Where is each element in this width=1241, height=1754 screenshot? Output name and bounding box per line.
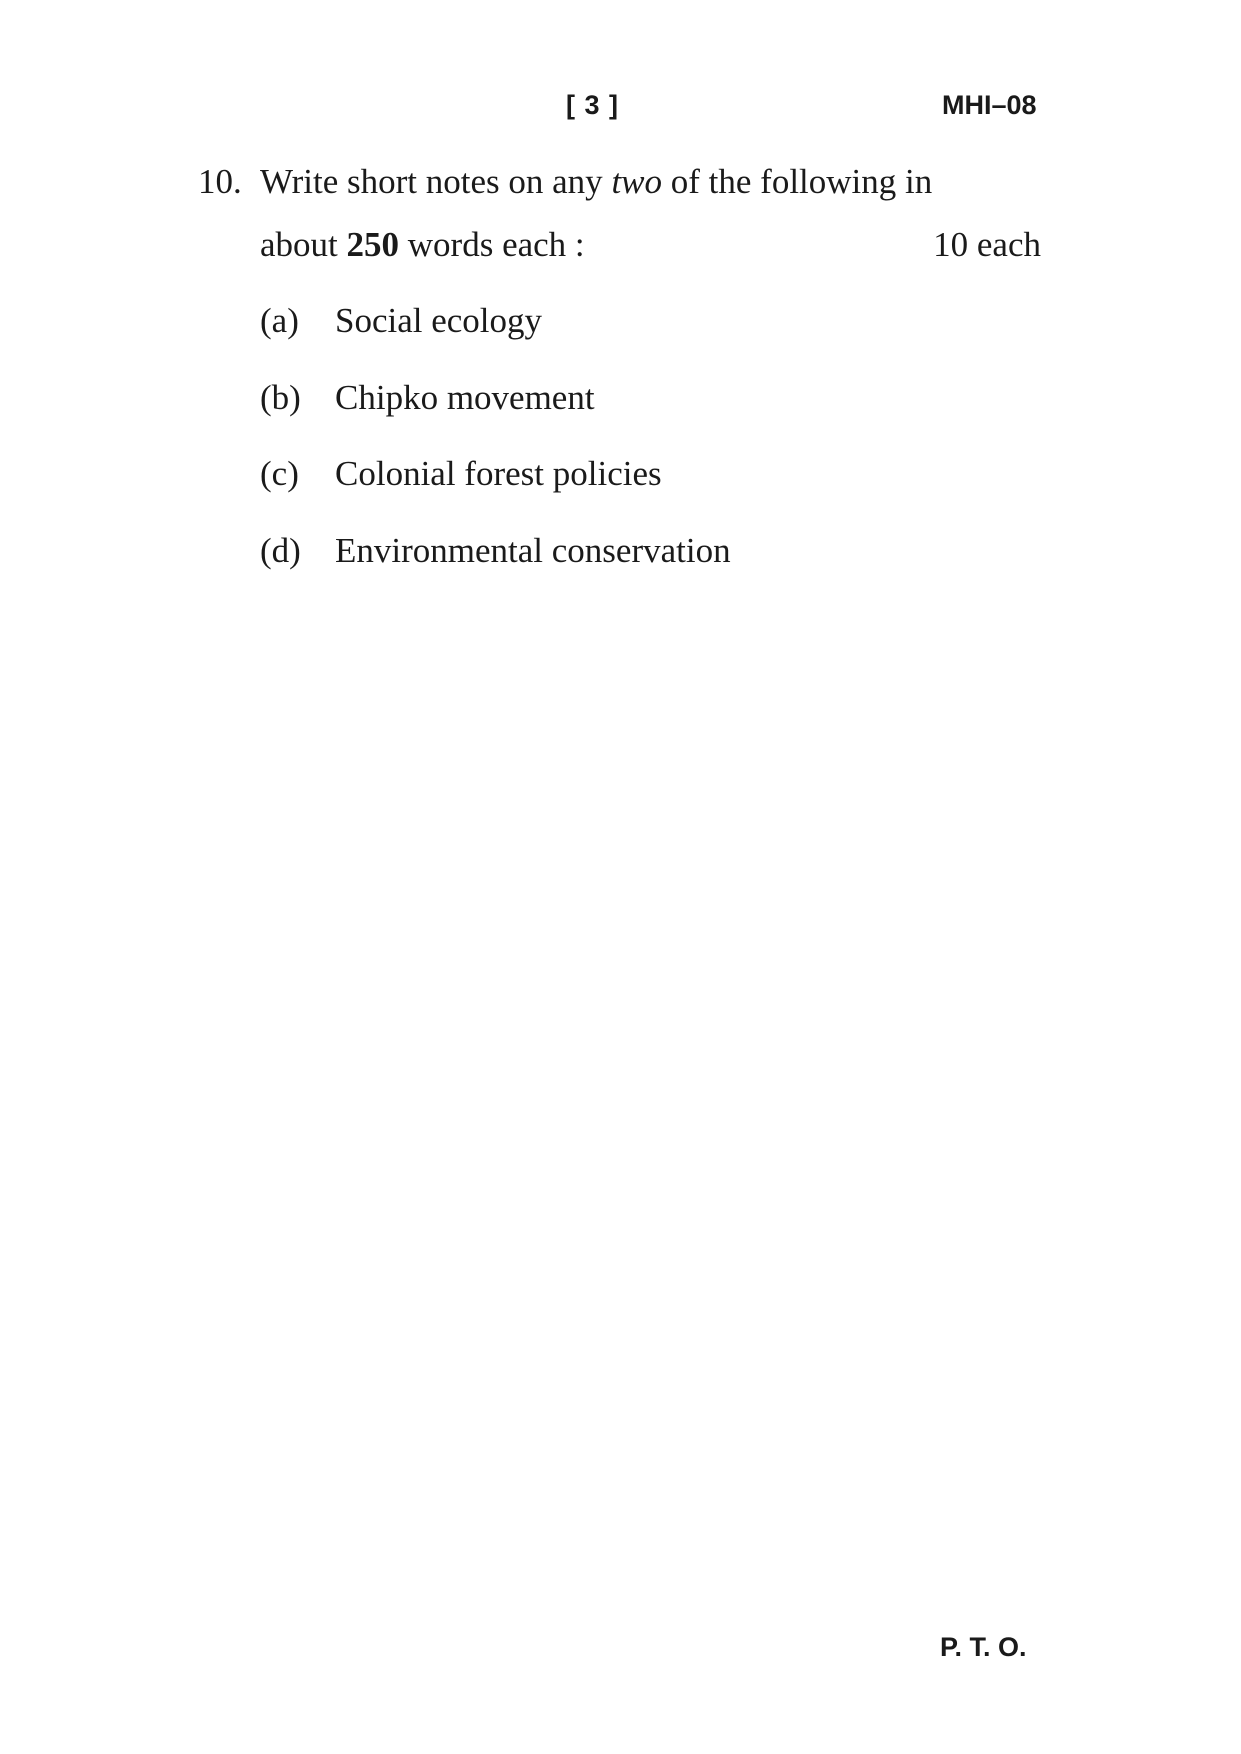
- please-turn-over: P. T. O.: [940, 1632, 1027, 1662]
- option-label-b: (b): [260, 378, 301, 417]
- question-text-part: of the following in: [662, 162, 933, 201]
- question-marks: 10 each: [933, 225, 1041, 264]
- word-limit: 250: [346, 225, 400, 264]
- question-text-line-1: [260, 162, 1048, 202]
- question-text-part: words each :: [399, 225, 585, 264]
- option-text-a: Social ecology: [335, 301, 543, 340]
- option-label-d: (d): [260, 531, 301, 570]
- question-text-part: Write short notes on any: [260, 162, 612, 201]
- page-number: [ 3 ]: [566, 90, 620, 120]
- course-code: MHI–08: [942, 90, 1037, 120]
- option-text-d: Environmental conservation: [335, 531, 731, 570]
- question-number: 10.: [198, 162, 242, 201]
- option-label-a: (a): [260, 301, 299, 340]
- question-text-line-2: [260, 225, 585, 265]
- option-text-b: Chipko movement: [335, 378, 595, 417]
- question-text-part: about: [260, 225, 347, 264]
- option-text-c: Colonial forest policies: [335, 454, 662, 493]
- option-label-c: (c): [260, 454, 299, 493]
- question-emphasis: two: [611, 162, 663, 201]
